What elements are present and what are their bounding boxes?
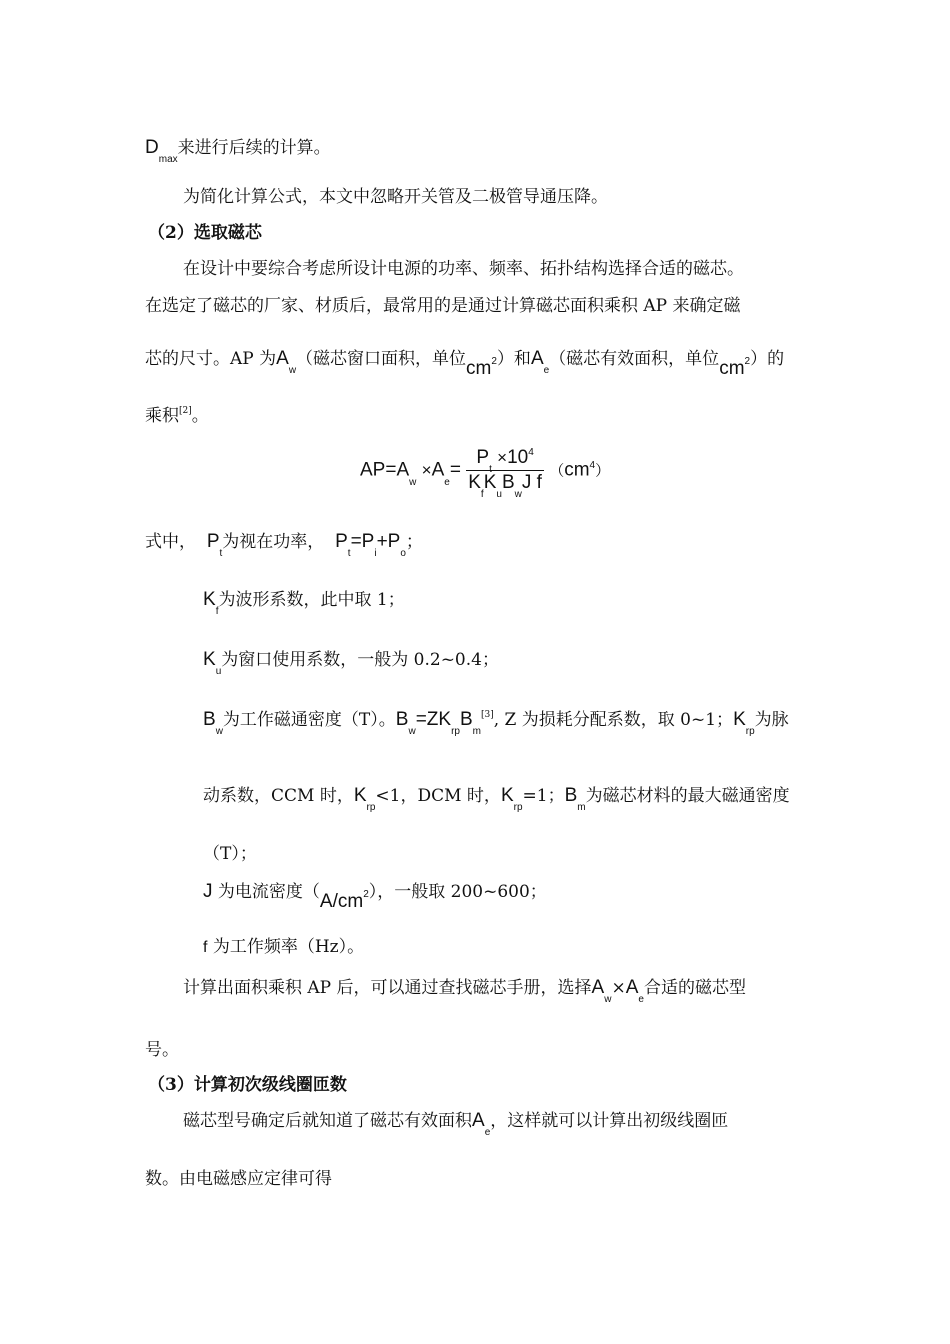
symbol-k: K bbox=[203, 589, 216, 610]
citation: [2] bbox=[179, 406, 192, 416]
symbol-b: B bbox=[501, 472, 515, 493]
symbol-ae: A bbox=[625, 977, 639, 998]
symbol-p: P bbox=[476, 447, 490, 468]
symbol: =P bbox=[350, 531, 375, 552]
paragraph-turns-1 bbox=[183, 1109, 843, 1136]
text: ）和 bbox=[496, 349, 531, 369]
definition-ku bbox=[203, 648, 863, 675]
symbol-k: K bbox=[483, 472, 497, 493]
subscript: t bbox=[489, 464, 492, 475]
text: 式中， bbox=[145, 532, 196, 552]
subscript: e bbox=[484, 1127, 491, 1138]
definition-bw-cont bbox=[203, 784, 863, 811]
superscript: 2 bbox=[744, 356, 751, 367]
text: 动系数，CCM 时， bbox=[203, 786, 354, 806]
subscript: w bbox=[604, 994, 612, 1005]
numerator bbox=[466, 447, 544, 475]
symbol-j: J bbox=[203, 881, 213, 902]
unit: A/cm bbox=[319, 891, 364, 912]
subscript: f bbox=[480, 489, 484, 500]
text: 为工作频率（Hz）。 bbox=[212, 937, 365, 957]
unit-cm: cm bbox=[466, 358, 492, 379]
superscript: 4 bbox=[528, 447, 534, 458]
paragraph-core-1: 在设计中要综合考虑所设计电源的功率、频率、拓扑结构选择合适的磁芯。 bbox=[183, 259, 744, 279]
paragraph-simplify: 为简化计算公式，本文中忽略开关管及二极管导通压降。 bbox=[183, 187, 608, 207]
symbol-ae: A bbox=[530, 348, 544, 369]
text: 合适的磁芯型 bbox=[643, 978, 746, 998]
fraction-bar bbox=[466, 470, 544, 471]
subscript: u bbox=[496, 489, 502, 500]
symbol-jf: J f bbox=[521, 472, 542, 493]
text: （磁芯窗口面积，单位 bbox=[296, 349, 467, 369]
definition-bw bbox=[203, 708, 863, 735]
symbol: B bbox=[459, 709, 473, 730]
paren: （ bbox=[549, 462, 565, 480]
symbol: B bbox=[395, 709, 409, 730]
fraction bbox=[466, 447, 544, 500]
subscript: i bbox=[374, 548, 377, 559]
text: 为窗口使用系数，一般为 0.2~0.4； bbox=[221, 650, 499, 670]
subscript: rp bbox=[745, 726, 755, 737]
paragraph-core-3 bbox=[145, 347, 805, 379]
text: （磁芯有效面积，单位 bbox=[549, 349, 720, 369]
symbol-k: K bbox=[468, 472, 481, 493]
text: ，这样就可以计算出初级线圈匝 bbox=[490, 1111, 729, 1131]
symbol-k: K bbox=[353, 785, 367, 806]
unit-cm: cm bbox=[564, 459, 590, 481]
text: 为电流密度（ bbox=[217, 882, 320, 902]
ten: 10 bbox=[507, 447, 529, 468]
subscript: m bbox=[472, 726, 481, 737]
symbol-f: f bbox=[203, 939, 208, 956]
line-dmax bbox=[145, 136, 805, 163]
subscript: o bbox=[400, 548, 406, 559]
text: 。 bbox=[191, 406, 209, 426]
symbol-k: K bbox=[203, 649, 216, 670]
text: 芯的尺寸。AP 为 bbox=[145, 349, 277, 369]
definition-bw-end: （T）； bbox=[203, 844, 257, 864]
text: 来进行后续的计算。 bbox=[177, 138, 331, 158]
symbol: =ZK bbox=[415, 709, 452, 730]
equals-sign: = bbox=[449, 459, 461, 481]
subscript: e bbox=[444, 476, 450, 488]
paragraph-core-choice bbox=[183, 976, 843, 1003]
text: 为脉 bbox=[754, 710, 789, 730]
subscript: w bbox=[215, 726, 223, 737]
definition-kf bbox=[203, 588, 863, 615]
superscript: 2 bbox=[363, 889, 369, 900]
times-sign: × bbox=[497, 448, 508, 467]
denominator bbox=[466, 472, 544, 500]
text: =1； bbox=[522, 786, 565, 806]
text: ）的 bbox=[750, 349, 785, 369]
times-sign: × bbox=[611, 978, 626, 998]
symbol: P bbox=[335, 531, 348, 552]
definition-f bbox=[203, 935, 863, 960]
subscript: e bbox=[638, 994, 644, 1005]
text: 计算出面积乘积 AP 后，可以通过查找磁芯手册，选择 bbox=[183, 978, 592, 998]
text: 为工作磁通密度（T）。 bbox=[222, 710, 396, 730]
symbol-aw: A bbox=[276, 348, 289, 369]
symbol: +P bbox=[376, 531, 401, 552]
definition-pt bbox=[145, 530, 805, 557]
superscript: 2 bbox=[491, 356, 497, 367]
symbol-b: B bbox=[564, 785, 578, 806]
paragraph-core-choice-end: 号。 bbox=[145, 1040, 179, 1060]
subscript: f bbox=[215, 606, 219, 617]
text: , Z 为损耗分配系数，取 0~1； bbox=[493, 710, 734, 730]
paragraph-core-4 bbox=[145, 404, 805, 431]
ap-formula bbox=[360, 447, 611, 500]
subscript: m bbox=[577, 802, 586, 813]
subscript: u bbox=[215, 666, 222, 677]
text: 为磁芯材料的最大磁通密度 bbox=[585, 786, 790, 806]
symbol-ae: A bbox=[431, 459, 445, 481]
unit-cm: cm bbox=[719, 358, 745, 379]
text: ），一般取 200~600； bbox=[368, 882, 547, 902]
heading-turns: （3）计算初次级线圈匝数 bbox=[148, 1075, 347, 1095]
formula-lhs: AP=A bbox=[360, 459, 410, 481]
text: <1，DCM 时， bbox=[375, 786, 501, 806]
symbol-b: B bbox=[203, 709, 216, 730]
symbol-p: P bbox=[206, 531, 220, 552]
paragraph-core-2: 在选定了磁芯的厂家、材质后，最常用的是通过计算磁芯面积乘积 AP 来确定磁 bbox=[145, 296, 741, 316]
text: 为波形系数，此中取 1； bbox=[218, 590, 405, 610]
subscript-max: max bbox=[158, 154, 178, 165]
heading-select-core: （2）选取磁芯 bbox=[148, 223, 262, 243]
subscript: e bbox=[543, 365, 550, 376]
symbol-k: K bbox=[733, 709, 746, 730]
symbol-d: D bbox=[145, 137, 159, 158]
symbol-aw: A bbox=[591, 977, 605, 998]
subscript: t bbox=[347, 548, 351, 559]
subscript: w bbox=[409, 476, 417, 488]
subscript: w bbox=[288, 365, 297, 376]
subscript: w bbox=[514, 489, 522, 500]
text: 为视在功率， bbox=[222, 532, 325, 552]
subscript: t bbox=[219, 548, 223, 559]
symbol-ae: A bbox=[472, 1110, 485, 1131]
subscript: rp bbox=[366, 802, 376, 813]
paragraph-turns-2: 数。由电磁感应定律可得 bbox=[145, 1169, 332, 1189]
definition-j bbox=[203, 880, 863, 912]
symbol-k: K bbox=[500, 785, 514, 806]
citation: [3] bbox=[481, 710, 494, 720]
text: 乘积 bbox=[145, 406, 179, 426]
superscript: 4 bbox=[589, 459, 596, 471]
subscript: rp bbox=[513, 802, 523, 813]
subscript: rp bbox=[451, 726, 460, 737]
subscript: w bbox=[408, 726, 416, 737]
text: 磁芯型号确定后就知道了磁芯有效面积 bbox=[183, 1111, 472, 1131]
paren: ） bbox=[595, 462, 611, 480]
text: ； bbox=[405, 532, 423, 552]
times-sign: × bbox=[421, 460, 432, 480]
